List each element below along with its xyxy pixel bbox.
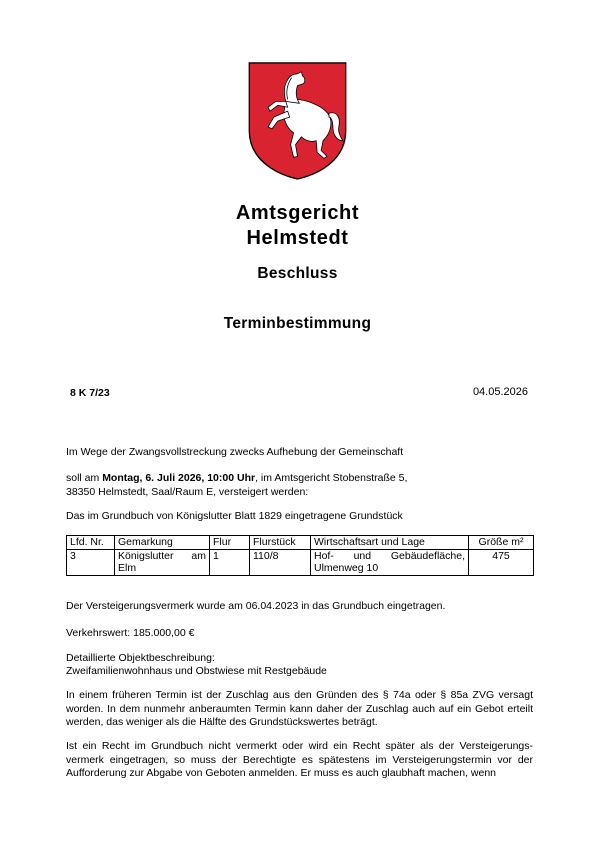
appointment-suffix: , im Amtsgericht Stobenstraße 5, [255, 472, 408, 484]
table-header: Flur [210, 536, 250, 550]
table-row [67, 549, 534, 575]
appointment-line2: 38350 Helmstedt, Saal/Raum E, versteigert werden: [66, 485, 309, 498]
table-header: Wirtschaftsart und Lage [311, 536, 469, 550]
case-reference: 8 K 7/23 [70, 387, 110, 399]
intro-paragraph: Im Wege der Zwangsvollstreckung zwecks Aufhebung der Gemeinschaft [66, 446, 404, 458]
rights-paragraph: Ist ein Recht im Grundbuch nicht vermerkt oder wird ein Recht später als der Versteigerungs-vermerk eingetragen, so muss der Berechtigte es spätestens im Versteigerungstermin vor der Aufforderung zur Abgabe von Geboten anmelden. Er muss es auch glaubhaft machen, wenn [66, 740, 533, 779]
table-cell: 1 [210, 549, 250, 575]
court-name-line1: Amtsgericht [235, 202, 360, 224]
table-cell: Hof- und Gebäudefläche, Ulmenweg 10 [311, 549, 469, 575]
property-table [66, 535, 534, 576]
table-header: Gemarkung [115, 536, 210, 550]
table-cell: 3 [67, 549, 115, 575]
appointment-paragraph [66, 472, 533, 499]
table-cell: 110/8 [250, 549, 311, 575]
table-header: Größe m² [469, 536, 534, 550]
coat-of-arms-icon [248, 62, 347, 180]
description-label: Detaillierte Objektbeschreibung: [66, 652, 215, 664]
table-header: Flurstück [250, 536, 311, 550]
table-cell: Königslutter am Elm [115, 549, 210, 575]
description-text: Zweifamilienwohnhaus und Obstwiese mit Restgebäude [66, 665, 327, 677]
document-date: 04.05.2026 [472, 386, 528, 398]
table-cell: 475 [469, 549, 534, 575]
vermerk-paragraph: Der Versteigerungsvermerk wurde am 06.04.2023 in das Grundbuch eingetragen. [66, 600, 446, 612]
appointment-datetime: Montag, 6. Juli 2026, 10:00 Uhr [102, 472, 256, 484]
table-header: Lfd. Nr. [67, 536, 115, 550]
market-value: Verkehrswert: 185.000,00 € [66, 627, 195, 639]
land-register-paragraph: Das im Grundbuch von Königslutter Blatt 1829 eingetragene Grundstück [66, 510, 403, 522]
appointment-prefix: soll am [66, 472, 103, 484]
earlier-term-paragraph: In einem früheren Termin ist der Zuschlag aus den Gründen des § 74a oder § 85a ZVG versagt worden. In dem nunmehr anberaumten Termin kann daher der Zuschlag auch auf ein Gebot erteilt werden, das weniger als die Hälfte des Grundstückswertes beträgt. [66, 689, 533, 728]
document-type: Beschluss [257, 265, 338, 282]
table-header-row [67, 536, 534, 550]
court-name-line2: Helmstedt [246, 227, 349, 249]
document-heading: Terminbestimmung [223, 315, 372, 332]
